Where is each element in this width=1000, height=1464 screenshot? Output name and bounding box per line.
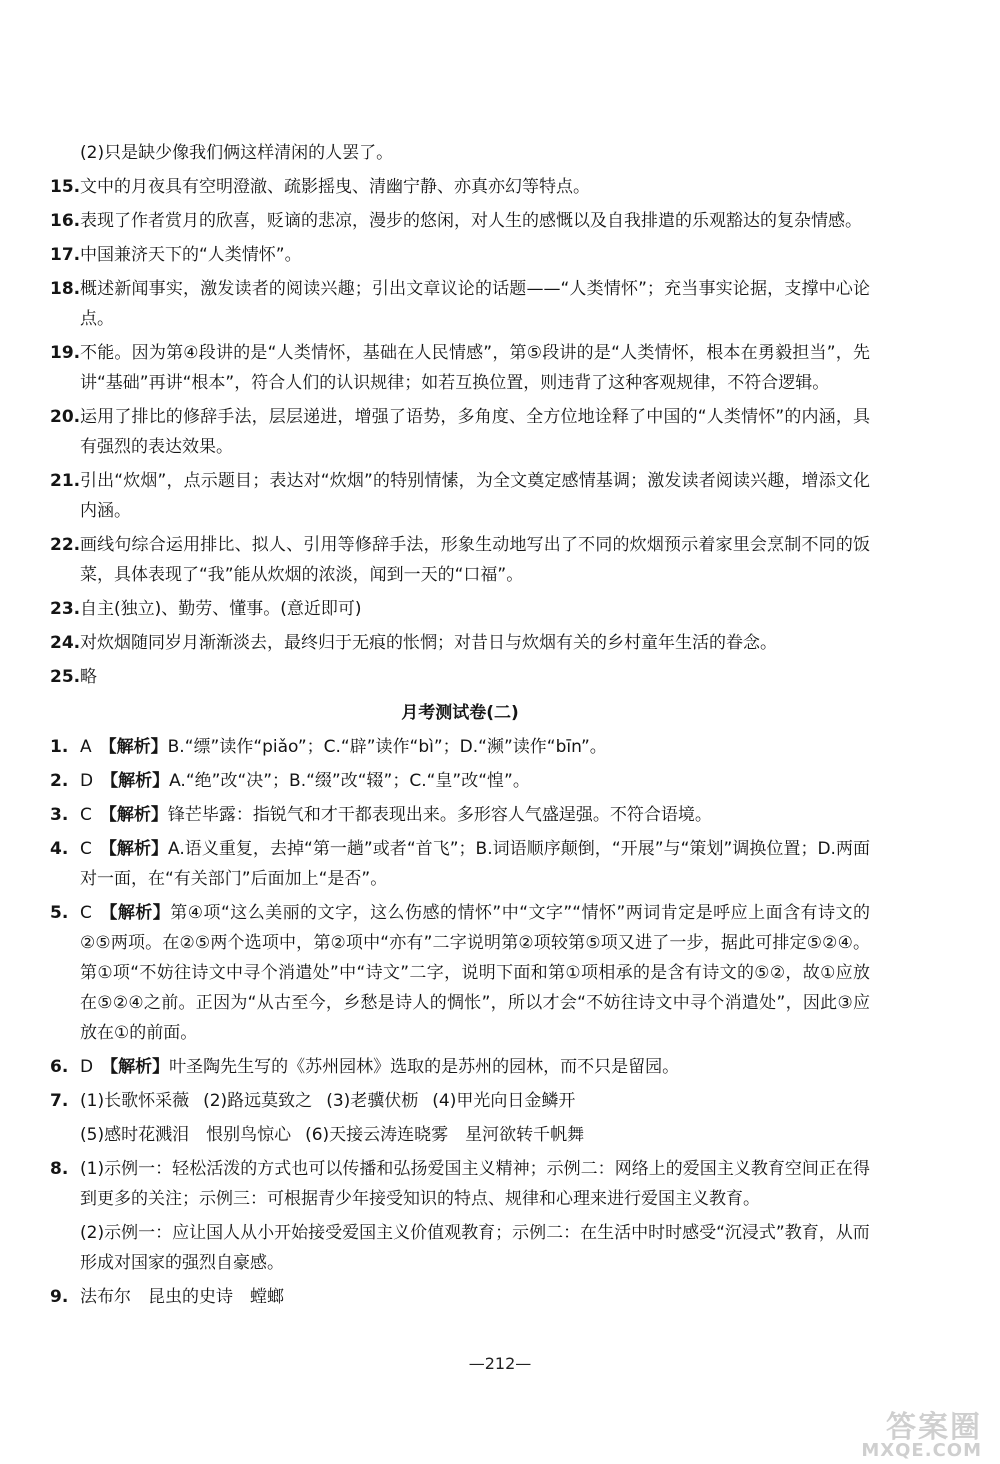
question-number: 25. [50,667,81,687]
question-number: 1. [50,737,69,757]
answer-text: 锋芒毕露：指锐气和才干都表现出来。多形容人气盛逞强。不符合语境。 [167,805,712,825]
answer-item-25 [50,662,870,692]
answer-text: 中国兼济天下的“人类情怀”。 [80,245,302,265]
poem-line: (6)天接云涛连晓雾 星河欲转千帆舞 [305,1125,585,1145]
question-number: 15. [50,177,81,197]
answer-text: 画线句综合运用排比、拟人、引用等修辞手法，形象生动地写出了不同的炊烟预示着家里会烹制不同的饭菜，具体表现了“我”能从炊烟的浓淡，闻到一天的“口福”。 [80,535,870,585]
answer-item-8-part2 [50,1218,870,1278]
page-number: —212— [468,1354,532,1373]
analysis-tag: 【解析】 [99,839,169,859]
answer-text: 自主(独立)、勤劳、懂事。(意近即可) [80,599,362,619]
answer-item-5 [50,898,870,1048]
watermark-url: MXQE.COM [861,1440,982,1461]
answer-text: 略 [80,667,97,687]
answer-item-7 [50,1086,870,1116]
section-title: 月考测试卷(二) [401,703,519,723]
answer-text: 概述新闻事实，激发读者的阅读兴趣；引出文章议论的话题——“人类情怀”；充当事实论据，支撑中心论点。 [80,279,870,329]
answer-text: 法布尔 昆虫的史诗 螳螂 [80,1287,284,1307]
answer-text: 对炊烟随同岁月渐渐淡去，最终归于无痕的怅惘；对昔日与炊烟有关的乡村童年生活的眷念。 [80,633,777,653]
answer-item-24 [50,628,870,658]
watermark-text: 答案圈 [886,1410,982,1445]
answer-item-9 [50,1282,870,1312]
answer-text: A.“绝”改“决”；B.“缀”改“辍”；C.“皇”改“惶”。 [169,771,530,791]
answer-item-6 [50,1052,870,1082]
analysis-tag: 【解析】 [99,737,168,757]
analysis-tag: 【解析】 [99,903,171,923]
poem-line: (2)路远莫致之 [203,1091,313,1111]
answer-text: A.语义重复，去掉“第一趟”或者“首飞”；B.词语顺序颠倒，“开展”与“策划”调换位置；D.两面对一面，在“有关部门”后面加上“是否”。 [80,839,870,889]
answer-key: D [80,771,94,791]
answer-item-18 [50,274,870,334]
question-number: 9. [50,1287,69,1307]
poem-line: (1)长歌怀采薇 [80,1091,190,1111]
question-number: 19. [50,343,81,363]
answer-key: C [80,903,92,923]
answer-item-17 [50,240,870,270]
answer-text: 运用了排比的修辞手法，层层递进，增强了语势，多角度、全方位地诠释了中国的“人类情怀”的内涵，具有强烈的表达效果。 [80,407,870,457]
answer-key: D [80,1057,94,1077]
answer-text: (2)示例一：应让国人从小开始接受爱国主义价值观教育；示例二：在生活中时时感受“沉浸式”教育，从而形成对国家的强烈自豪感。 [80,1223,870,1273]
question-number: 3. [50,805,69,825]
answer-item-7-row2 [50,1120,870,1150]
analysis-tag: 【解析】 [101,1057,170,1077]
answer-item-8 [50,1154,870,1214]
answer-item-3 [50,800,870,830]
answer-text: 叶圣陶先生写的《苏州园林》选取的是苏州的园林，而不只是留园。 [169,1057,680,1077]
question-number: 8. [50,1159,69,1179]
poem-line: (4)甲光向日金鳞开 [432,1091,576,1111]
answer-line-14-part2 [50,138,870,168]
question-number: 6. [50,1057,69,1077]
analysis-tag: 【解析】 [101,771,170,791]
poem-line: (5)感时花溅泪 恨别鸟惊心 [80,1125,292,1145]
answer-text: (2)只是缺少像我们俩这样清闲的人罢了。 [80,143,394,163]
answer-item-4 [50,834,870,894]
question-number: 2. [50,771,69,791]
answer-item-21 [50,466,870,526]
question-number: 24. [50,633,81,653]
answer-text: B.“缥”读作“piǎo”；C.“辟”读作“bì”；D.“濒”读作“bīn”。 [167,737,607,757]
answer-text: (1)示例一：轻松活泼的方式也可以传播和弘扬爱国主义精神；示例二：网络上的爱国主义教育空间正在得到更多的关注；示例三：可根据青少年接受知识的特点、规律和心理来进行爱国主义教育。 [80,1159,870,1209]
answer-text: 不能。因为第④段讲的是“人类情怀，基础在人民情感”，第⑤段讲的是“人类情怀，根本在勇毅担当”，先讲“基础”再讲“根本”，符合人们的认识规律；如若互换位置，则违背了这种客观规律，不符合逻辑。 [80,343,870,393]
answer-item-19 [50,338,870,398]
question-number: 4. [50,839,69,859]
watermark-logo [852,1402,982,1462]
answer-text: 引出“炊烟”，点示题目；表达对“炊烟”的特别情愫，为全文奠定感情基调；激发读者阅读兴趣，增添文化内涵。 [80,471,870,521]
answer-text: 文中的月夜具有空明澄澈、疏影摇曳、清幽宁静、亦真亦幻等特点。 [80,177,590,197]
answer-text: 表现了作者赏月的欣喜，贬谪的悲凉，漫步的悠闲，对人生的感慨以及自我排遣的乐观豁达的复杂情感。 [80,211,862,231]
analysis-tag: 【解析】 [99,805,168,825]
answer-item-1 [50,732,870,762]
question-number: 5. [50,903,69,923]
question-number: 21. [50,471,81,491]
answer-key: C [80,839,92,859]
answer-text: 第④项“这么美丽的文字，这么伤感的情怀”中“文字”“情怀”两词肯定是呼应上面含有诗文的②⑤两项。在②⑤两个选项中，第②项中“亦有”二字说明第②项较第⑤项又进了一步，据此可排定⑤②④。第①项“不妨往诗文中寻个消遣处”中“诗文”二字，说明下面和第①项相承的是含有诗文的⑤②，故①应放在⑤②④之前。正因为“从古至今，乡愁是诗人的惆怅”，所以才会“不妨往诗文中寻个消遣处”，因此③应放在①的前面。 [80,903,870,1043]
answer-item-23 [50,594,870,624]
answer-item-15 [50,172,870,202]
question-number: 16. [50,211,81,231]
answer-item-2 [50,766,870,796]
answer-content [50,138,870,1316]
question-number: 18. [50,279,81,299]
question-number: 23. [50,599,81,619]
answer-item-22 [50,530,870,590]
answer-key: C [80,805,92,825]
question-number: 7. [50,1091,69,1111]
answer-key: A [80,737,92,757]
poem-line: (3)老骥伏枥 [326,1091,419,1111]
answer-item-20 [50,402,870,462]
question-number: 20. [50,407,81,427]
question-number: 17. [50,245,81,265]
question-number: 22. [50,535,81,555]
answer-item-16 [50,206,870,236]
